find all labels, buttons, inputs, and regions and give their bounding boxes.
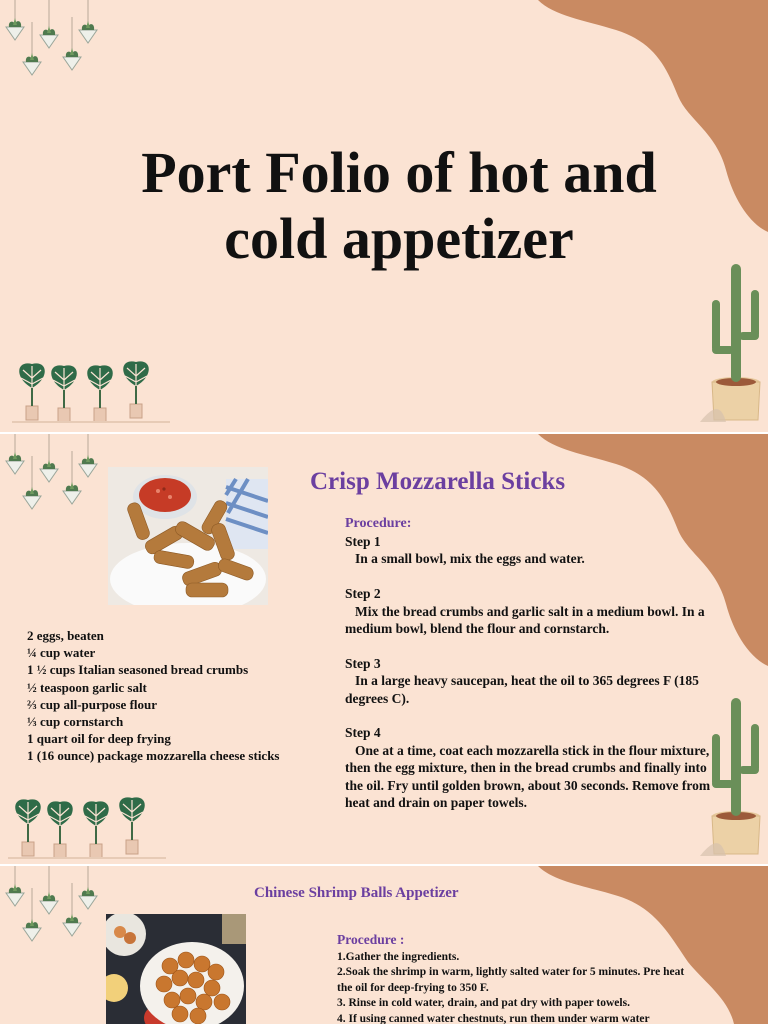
shrimp-balls-photo: [106, 914, 246, 1024]
hanging-plants-decoration: [0, 434, 110, 524]
recipe-title: Crisp Mozzarella Sticks: [310, 468, 566, 495]
step-text: In a small bowl, mix the eggs and water.: [355, 551, 585, 567]
procedure-step: 1.Gather the ingredients.: [337, 951, 460, 963]
step-text: Mix the bread crumbs and garlic salt in a medium bowl. In a medium bowl, blend the flour and cornstarch.: [345, 603, 705, 637]
hanging-plants-decoration: [0, 0, 110, 90]
ingredient-item: ⅓ cup cornstarch: [27, 714, 124, 730]
procedure-step: [345, 533, 715, 568]
ingredient-item: 1 quart oil for deep frying: [27, 731, 171, 747]
cover-slide: [0, 0, 768, 432]
ingredient-item: ¼ cup water: [27, 645, 96, 661]
procedure-steps: [337, 950, 697, 1024]
cactus-decoration: [690, 254, 768, 430]
recipe-title: Chinese Shrimp Balls Appetizer: [254, 885, 459, 901]
procedure-step: 4. If using canned water chestnuts, run them under warm water: [337, 1012, 650, 1024]
procedure-step: [345, 585, 715, 637]
recipe-slide-shrimp: [0, 866, 768, 1024]
potted-plants-decoration: [12, 350, 172, 428]
step-label: Step 2: [345, 586, 381, 602]
ingredient-item: 1 (16 ounce) package mozzarella cheese sticks: [27, 748, 280, 764]
ingredient-item: ½ teaspoon garlic salt: [27, 679, 147, 695]
step-text: One at a time, coat each mozzarella stick in the flour mixture, then the egg mixture, then in the bread crumbs and finally into the oil. Fry until golden brown, about 30 seconds. Remove from heat and drain on paper towels.: [345, 742, 711, 811]
step-label: Step 1: [345, 534, 381, 549]
mozzarella-sticks-photo: [108, 467, 268, 605]
ingredient-item: 2 eggs, beaten: [27, 628, 104, 643]
step-label: Step 3: [345, 655, 381, 671]
procedure-label: Procedure:: [345, 516, 412, 531]
procedure-steps: [345, 533, 715, 829]
procedure-step: [345, 724, 715, 811]
procedure-step: 2.Soak the shrimp in warm, lightly salted water for 5 minutes. Pre heat the oil for deep-frying to 350 F.: [337, 966, 685, 994]
recipe-slide-mozzarella: [0, 434, 768, 864]
page-title: Port Folio of hot and cold appetizer: [141, 140, 657, 271]
procedure-label: Procedure :: [337, 932, 405, 947]
procedure-step: [345, 655, 715, 707]
cactus-decoration: [690, 688, 768, 864]
step-label: Step 4: [345, 725, 381, 741]
potted-plants-decoration: [8, 786, 168, 864]
ingredient-item: ⅔ cup all-purpose flour: [27, 696, 158, 712]
hanging-plants-decoration: [0, 866, 110, 956]
ingredient-item: 1 ½ cups Italian seasoned bread crumbs: [27, 662, 249, 678]
ingredients-list: [27, 627, 279, 765]
procedure-step: 3. Rinse in cold water, drain, and pat dry with paper towels.: [337, 997, 630, 1010]
step-text: In a large heavy saucepan, heat the oil to 365 degrees F (185 degrees C).: [345, 673, 699, 706]
